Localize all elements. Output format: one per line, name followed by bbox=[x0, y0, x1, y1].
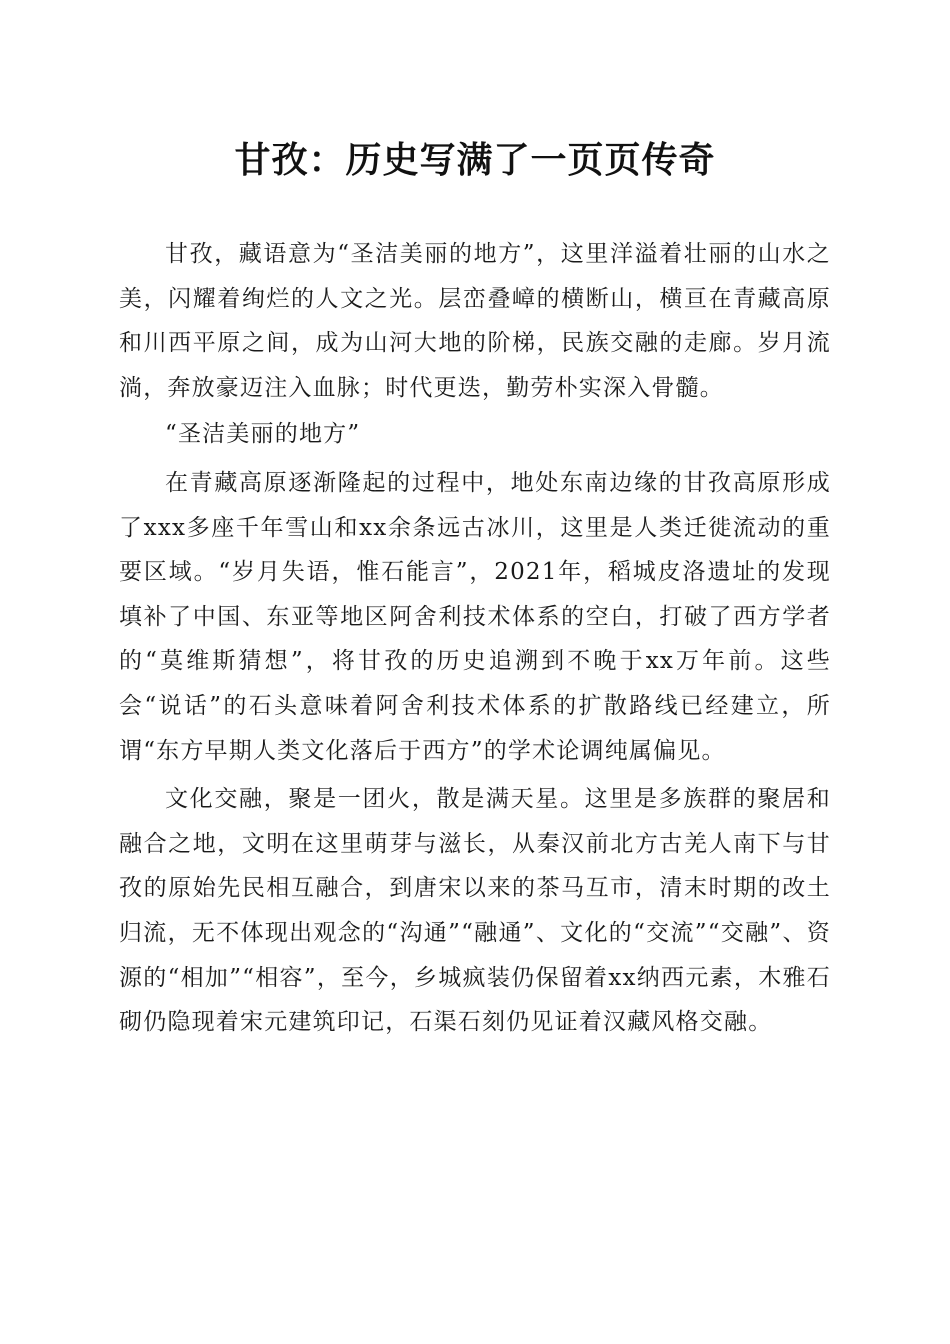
paragraph-intro: 甘孜，藏语意为“圣洁美丽的地方”，这里洋溢着壮丽的山水之美，闪耀着绚烂的人文之光。层峦叠嶂的横断山，横亘在青藏高原和川西平原之间，成为山河大地的阶梯，民族交融的走廊。岁月流淌，奔放豪迈注入血脉；时代更迭，勤劳朴实深入骨髓。 bbox=[119, 241, 831, 401]
paragraph-geology-history: 在青藏高原逐渐隆起的过程中，地处东南边缘的甘孜高原形成了xxx多座千年雪山和xx余条远古冰川，这里是人类迁徙流动的重要区域。“岁月失语，惟石能言”，2021年，稻城皮洛遗址的发现填补了中国、东亚等地区阿舍利技术体系的空白，打破了西方学者的“莫维斯猜想”，将甘孜的历史追溯到不晚于xx万年前。这些会“说话”的石头意味着阿舍利技术体系的扩散路线已经建立，所谓“东方早期人类文化落后于西方”的学术论调纯属偏见。 bbox=[119, 469, 831, 764]
document-title: 甘孜：历史写满了一页页传奇 bbox=[234, 139, 716, 181]
section-subheading: “圣洁美丽的地方” bbox=[165, 421, 361, 448]
paragraph-cultural-fusion: 文化交融，聚是一团火，散是满天星。这里是多族群的聚居和融合之地，文明在这里萌芽与滋长，从秦汉前北方古羌人南下与甘孜的原始先民相互融合，到唐宋以来的茶马互市，清末时期的改土归流，无不体现出观念的“沟通”“融通”、文化的“交流”“交融”、资源的“相加”“相容”，至今，乡城疯装仍保留着xx纳西元素，木雅石砌仍隐现着宋元建筑印记，石渠石刻仍见证着汉藏风格交融。 bbox=[119, 786, 831, 1036]
document-body bbox=[119, 232, 831, 1045]
